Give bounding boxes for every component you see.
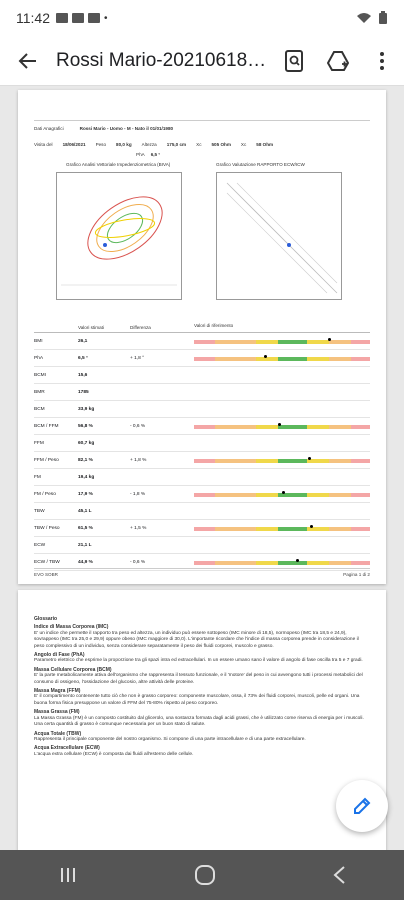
glossary-text: Rappresenta il principale componente del nostro organismo. Si compone di una parte intracellulare e di una parte extracellulare. — [34, 736, 306, 742]
pdf-page-1 — [18, 90, 386, 584]
biva-chart — [56, 172, 182, 300]
row-range — [194, 367, 370, 383]
reference-bar — [194, 357, 370, 361]
row-value: 6,5 ° — [78, 355, 88, 361]
row-label: ECW — [34, 542, 46, 548]
visit-date-label: Visita del — [34, 142, 53, 147]
glossary-text: E' un indice che permette il rapporto tra peso ed altezza, un individuo può essere sottopeso (IMC minore di 18,5), normopeso (IMC tra 18,5 e 24,9), sovrappeso (IMC tra 25,0 e 29,9) oppure obeso (IMC maggiore di 30,0). L'importante ricordare che l'indice di massa corporea prende in considerazione il peso complessivo di un individuo, senza considerare separatamente il peso dei fluidi corporei, muscolo e grasso. — [34, 630, 359, 649]
battery-icon — [378, 11, 388, 25]
notification-icons — [56, 13, 108, 24]
row-diff: - 0,6 % — [130, 423, 146, 429]
row-value: 15,6 — [78, 372, 88, 378]
row-value: 19,4 kg — [78, 474, 95, 480]
row-range — [194, 486, 370, 502]
teams-icon — [72, 13, 84, 23]
table-row — [34, 384, 370, 401]
arrow-back-icon — [18, 51, 38, 71]
row-label: BMR — [34, 389, 45, 395]
ecw-point — [287, 243, 291, 247]
reference-bar — [194, 425, 370, 429]
row-range — [194, 435, 370, 451]
table-row — [34, 520, 370, 537]
row-range — [194, 350, 370, 366]
row-range — [194, 520, 370, 536]
table-row — [34, 452, 370, 469]
biva-point — [103, 243, 107, 247]
table-row — [34, 333, 370, 350]
google-drive-icon — [327, 51, 349, 71]
weight-label: Peso — [95, 142, 107, 147]
row-range — [194, 333, 370, 349]
biva-ellipses — [57, 173, 181, 299]
reference-bar — [194, 340, 370, 344]
visit-info — [34, 142, 273, 147]
system-icons — [356, 11, 388, 25]
row-diff: - 0,6 % — [130, 559, 146, 565]
row-range — [194, 452, 370, 468]
glossary-heading: Indice di Massa Corporea (IMC) — [34, 624, 109, 631]
glossary-heading: Acqua Totale (TBW) — [34, 730, 82, 737]
visit-date-value: 18/06/2021 — [62, 142, 86, 147]
pdf-viewer[interactable] — [0, 86, 404, 850]
height-value: 175,0 cm — [166, 142, 187, 147]
table-rows — [34, 333, 370, 571]
row-diff: + 1,5 % — [130, 525, 147, 531]
r-value: 505 Ohm — [211, 142, 231, 147]
height-label: Altezza — [141, 142, 157, 147]
row-range — [194, 469, 370, 485]
row-diff: - 1,8 % — [130, 491, 146, 497]
page-footer — [34, 568, 370, 577]
more-vert-icon — [379, 51, 385, 71]
row-label: BCM — [34, 406, 45, 412]
table-row — [34, 401, 370, 418]
glossary-items — [34, 624, 370, 758]
glossary-text: Parametro elettrico che esprime la proporzione tra gli spazi intra ed extracellulari. In un essere umano sano il valore di angolo di fase oscilla tra 5 e 7 gradi. — [34, 658, 363, 664]
row-diff: + 1,8 ° — [130, 355, 145, 361]
glossary-heading: Massa Cellulare Corporea (BCM) — [34, 666, 112, 673]
glossary-heading: Massa Magra (FFM) — [34, 688, 81, 695]
row-label: TBW — [34, 508, 45, 514]
search-document-button[interactable] — [272, 36, 316, 86]
glossary-text: L'acqua extra cellulare (ECW) è composta dai fluidi all'esterno delle cellule. — [34, 751, 194, 757]
row-label: TBW / Peso — [34, 525, 60, 531]
row-value: 60,7 kg — [78, 440, 95, 446]
wifi-icon — [356, 12, 372, 24]
row-diff: + 1,8 % — [130, 457, 147, 463]
header-col-4: Valori di riferimento — [194, 323, 234, 328]
reference-bar — [194, 561, 370, 565]
table-header — [34, 323, 370, 333]
row-range — [194, 503, 370, 519]
dot-icon: • — [104, 12, 108, 24]
page-number: Pagina 1 di 2 — [343, 572, 370, 577]
recents-icon[interactable] — [58, 866, 78, 884]
glossary — [34, 614, 370, 758]
reference-bar — [194, 527, 370, 531]
glossary-text: La Massa Grassa (FM) è un composto costituito dal glicerolo, una sostanza formata dagli acidi grassi, che è utilizzato come riserva di energia per i muscoli. Una certa quantità di grasso è comunque necessaria per un buon stato di salute. — [34, 715, 364, 728]
ecw-lines — [217, 173, 341, 299]
ecw-icw-chart — [216, 172, 342, 300]
gallery-icon — [56, 13, 68, 23]
table-row — [34, 486, 370, 503]
app-bar — [0, 36, 404, 86]
glossary-heading: Acqua Extracellulare (ECW) — [34, 745, 100, 752]
teams-icon-2 — [88, 13, 100, 23]
row-label: FFM / Peso — [34, 457, 59, 463]
row-value: 56,8 % — [78, 423, 93, 429]
search-document-icon — [284, 50, 304, 72]
row-value: 1785 — [78, 389, 89, 395]
row-range — [194, 418, 370, 434]
row-label: ECW / TBW — [34, 559, 60, 565]
back-nav-icon[interactable] — [332, 865, 346, 885]
xc-label: Xc — [240, 142, 247, 147]
edit-fab-button[interactable] — [336, 780, 388, 832]
pha-label: PhA — [136, 152, 145, 157]
row-label: FM — [34, 474, 41, 480]
header-col-3: Differenza — [130, 325, 151, 330]
table-row — [34, 537, 370, 554]
row-value: 82,1 % — [78, 457, 93, 463]
results-table — [34, 323, 370, 571]
row-value: 61,5 % — [78, 525, 93, 531]
row-range — [194, 401, 370, 417]
reference-marker — [328, 338, 331, 341]
row-value: 45,1 L — [78, 508, 92, 514]
table-row — [34, 503, 370, 520]
table-row — [34, 350, 370, 367]
status-bar — [0, 0, 404, 36]
row-label: BMI — [34, 338, 43, 344]
table-row — [34, 435, 370, 452]
glossary-text: E' il compartimento contenente tutto ciò che non è grasso corporeo: componente muscolare, ossa, il 73% dei fluidi corporei, muscoli, pelle ed organi. Una buona forma fisica presuppone un valore di FFM del 75-80% rispetto al peso corporeo. — [34, 694, 360, 706]
row-label: BCMI — [34, 372, 46, 378]
xc-value: 58 Ohm — [256, 142, 274, 147]
row-range — [194, 384, 370, 400]
glossary-title: Glossario — [34, 616, 58, 622]
row-label: FM / Peso — [34, 491, 56, 497]
row-label: BCM / FFM — [34, 423, 59, 429]
row-label: FFM — [34, 440, 44, 446]
glossary-heading: Angolo di Fase (PhA) — [34, 652, 85, 659]
patient-info-value: Rossi Mario - Uomo - M - Nato il 01/01/1980 — [79, 126, 174, 131]
document-title: Rossi Mario-20210618… — [56, 49, 267, 71]
weight-value: 80,0 kg — [116, 142, 132, 147]
table-row — [34, 469, 370, 486]
edit-pencil-icon — [351, 795, 373, 817]
system-nav-bar — [0, 850, 404, 900]
patient-info — [34, 126, 173, 131]
table-row — [34, 418, 370, 435]
reference-marker — [282, 491, 285, 494]
status-time: 11:42 — [16, 10, 50, 26]
row-value: 21,1 L — [78, 542, 92, 548]
patient-info-label: Dati Anagrafici — [34, 126, 64, 131]
row-value: 33,9 kg — [78, 406, 95, 412]
header-col-2: Valori stimati — [78, 325, 104, 330]
pha-value: 6,5 ° — [150, 152, 161, 157]
table-row — [34, 367, 370, 384]
header-rule — [34, 120, 370, 121]
back-button[interactable] — [0, 36, 56, 86]
phase-info — [136, 152, 160, 157]
row-value: 17,9 % — [78, 491, 93, 497]
ecw-chart-title: Grafico Valutazione RAPPORTO ECW/ICW — [216, 162, 305, 167]
reference-bar — [194, 459, 370, 463]
pdf-page-2 — [18, 590, 386, 850]
drive-button[interactable] — [316, 36, 360, 86]
row-range — [194, 537, 370, 553]
home-icon[interactable] — [194, 864, 216, 886]
r-label: Xc — [196, 142, 202, 147]
glossary-text: E' la parte metabolicamente attiva dell'organismo che rappresenta il tessuto funzionale, e il 'motore' del peso in cui avvengono tutti i processi metabolici del consumo di ossigeno, l'ossidazione del glucosio, altre attività delle proteine. — [34, 673, 363, 685]
glossary-heading: Massa Grassa (FM) — [34, 709, 80, 716]
row-label: PhA — [34, 355, 44, 361]
row-value: 26,1 — [78, 338, 88, 344]
biva-chart-title: Grafico Analisi Vettoriale Impedenziometrica (BIVA) — [66, 162, 171, 167]
row-value: 44,9 % — [78, 559, 93, 565]
footer-left: EVO SOBR — [34, 572, 58, 577]
more-options-button[interactable] — [360, 36, 404, 86]
